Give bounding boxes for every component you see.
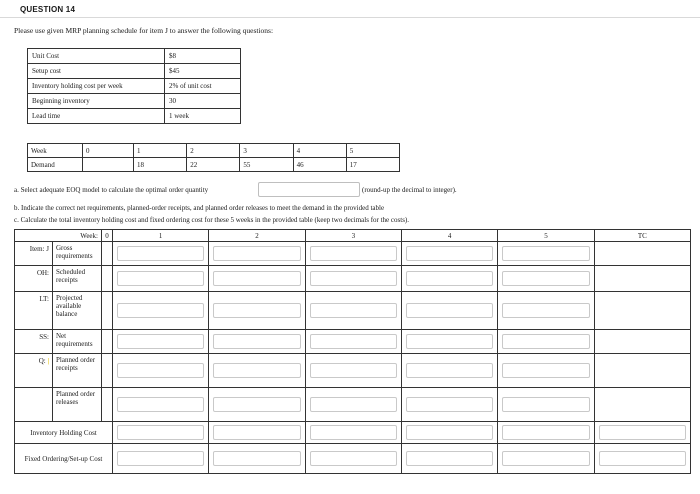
table-row <box>15 292 691 330</box>
answer-cell <box>305 354 401 388</box>
info-label: Unit Cost <box>28 49 165 64</box>
demand-cell: 18 <box>134 158 187 172</box>
tc-header-cell: TC <box>594 230 690 242</box>
answer-input[interactable] <box>310 246 397 261</box>
answer-cell <box>305 444 401 474</box>
eoq-answer-input[interactable] <box>258 182 360 197</box>
table-row <box>28 64 241 79</box>
info-label: Setup cost <box>28 64 165 79</box>
table-row <box>28 94 241 109</box>
info-label: Lead time <box>28 109 165 124</box>
question-a-text: a. Select adequate EOQ model to calculate the optimal order quantity <box>14 186 209 194</box>
answer-cell <box>305 292 401 330</box>
answer-input[interactable] <box>310 334 397 349</box>
week-cell: 2 <box>187 144 240 158</box>
week-header-cell: 3 <box>305 230 401 242</box>
answer-input[interactable] <box>117 425 204 440</box>
tc-cell <box>594 388 690 422</box>
table-row <box>15 422 691 444</box>
answer-input[interactable] <box>502 246 589 261</box>
answer-cell <box>498 388 594 422</box>
answer-input[interactable] <box>406 397 493 412</box>
table-row <box>15 388 691 422</box>
answer-cell <box>113 422 209 444</box>
info-value: 30 <box>165 94 241 109</box>
instruction-text: Please use given MRP planning schedule for item J to answer the following questions: <box>14 26 274 35</box>
q-label-text: Q: <box>38 357 46 365</box>
answer-cell <box>305 266 401 292</box>
answer-cell <box>498 444 594 474</box>
answer-input[interactable] <box>502 271 589 286</box>
tc-cell <box>594 330 690 354</box>
info-label: Inventory holding cost per week <box>28 79 165 94</box>
table-row <box>28 158 400 172</box>
answer-input[interactable] <box>213 451 300 466</box>
tc-cell <box>594 242 690 266</box>
answer-input[interactable] <box>502 397 589 412</box>
item-label: Item: J <box>15 242 53 266</box>
tc-cell <box>594 292 690 330</box>
table-row <box>15 354 691 388</box>
table-row <box>15 266 691 292</box>
mrp-table <box>14 229 691 474</box>
answer-input[interactable] <box>502 451 589 466</box>
week-header-label: Week: <box>15 230 102 242</box>
answer-input[interactable] <box>310 425 397 440</box>
answer-input[interactable] <box>310 363 397 378</box>
item-info-table <box>27 48 241 124</box>
table-row <box>15 444 691 474</box>
answer-input[interactable] <box>117 451 204 466</box>
info-value: 1 week <box>165 109 241 124</box>
answer-input[interactable] <box>310 451 397 466</box>
answer-cell <box>498 354 594 388</box>
answer-input[interactable] <box>213 246 300 261</box>
info-value: $8 <box>165 49 241 64</box>
fixed-ordering-cost-label: Fixed Ordering/Set-up Cost <box>15 444 113 474</box>
answer-cell <box>113 444 209 474</box>
table-row <box>28 109 241 124</box>
answer-input[interactable] <box>406 451 493 466</box>
answer-cell <box>401 266 497 292</box>
answer-cell <box>401 422 497 444</box>
answer-cell <box>401 292 497 330</box>
week0-cell <box>102 242 113 266</box>
answer-cell <box>401 354 497 388</box>
row-label-net-requirements: Net requirements <box>53 330 102 354</box>
tc-ordering-input[interactable] <box>599 451 686 466</box>
oh-label: OH: <box>15 266 53 292</box>
answer-input[interactable] <box>117 246 204 261</box>
answer-input[interactable] <box>117 334 204 349</box>
answer-cell <box>305 388 401 422</box>
answer-input[interactable] <box>213 363 300 378</box>
answer-input[interactable] <box>406 271 493 286</box>
tc-cell <box>594 354 690 388</box>
answer-input[interactable] <box>502 303 589 318</box>
week-header-cell: 0 <box>102 230 113 242</box>
answer-input[interactable] <box>213 271 300 286</box>
table-row <box>28 144 400 158</box>
answer-cell <box>113 330 209 354</box>
demand-label: Demand <box>28 158 83 172</box>
answer-cell <box>498 330 594 354</box>
answer-cell <box>401 444 497 474</box>
answer-cell <box>401 388 497 422</box>
answer-cell <box>209 354 305 388</box>
answer-cell <box>113 354 209 388</box>
mrp-header-row <box>15 230 691 242</box>
answer-cell <box>113 388 209 422</box>
question-b-text: b. Indicate the correct net requirements, planned-order receipts, and planned order releases to meet the demand in the provided table <box>14 204 385 212</box>
input-marker-icon: | <box>47 357 49 365</box>
answer-cell <box>209 292 305 330</box>
answer-input[interactable] <box>213 334 300 349</box>
week0-cell <box>102 266 113 292</box>
week0-cell <box>102 354 113 388</box>
demand-cell: 22 <box>187 158 240 172</box>
question-header <box>0 0 700 18</box>
answer-input[interactable] <box>310 303 397 318</box>
week-header-cell: 1 <box>113 230 209 242</box>
week-header-cell: 2 <box>209 230 305 242</box>
row-label-gross-requirements: Gross requirements <box>53 242 102 266</box>
answer-cell <box>209 444 305 474</box>
answer-input[interactable] <box>310 271 397 286</box>
tc-holding-input[interactable] <box>599 425 686 440</box>
answer-cell <box>305 330 401 354</box>
answer-input[interactable] <box>406 363 493 378</box>
ss-label: SS: <box>15 330 53 354</box>
info-label: Beginning inventory <box>28 94 165 109</box>
week-cell: 3 <box>240 144 293 158</box>
answer-cell <box>305 422 401 444</box>
answer-cell <box>209 388 305 422</box>
demand-cell <box>83 158 134 172</box>
answer-cell <box>209 422 305 444</box>
side-blank <box>15 388 53 422</box>
answer-input[interactable] <box>213 425 300 440</box>
answer-cell <box>401 242 497 266</box>
answer-cell <box>209 242 305 266</box>
answer-input[interactable] <box>117 363 204 378</box>
row-label-planned-order-receipts: Planned order receipts <box>53 354 102 388</box>
answer-cell <box>209 266 305 292</box>
week0-cell <box>102 292 113 330</box>
week-cell: 1 <box>134 144 187 158</box>
answer-input[interactable] <box>502 363 589 378</box>
answer-cell <box>498 242 594 266</box>
tc-answer-cell <box>594 422 690 444</box>
question-title: QUESTION 14 <box>20 5 76 14</box>
week0-cell <box>102 388 113 422</box>
question-c-text: c. Calculate the total inventory holding cost and fixed ordering cost for these 5 weeks in the provided table (keep two decimals for the costs). <box>14 216 409 224</box>
week-label: Week <box>28 144 83 158</box>
week-cell: 0 <box>83 144 134 158</box>
tc-answer-cell <box>594 444 690 474</box>
week-cell: 4 <box>293 144 346 158</box>
lt-label: LT: <box>15 292 53 330</box>
demand-cell: 17 <box>346 158 399 172</box>
demand-cell: 46 <box>293 158 346 172</box>
table-row <box>28 79 241 94</box>
demand-table <box>27 143 400 172</box>
answer-cell <box>498 266 594 292</box>
answer-input[interactable] <box>406 246 493 261</box>
q-label <box>15 354 53 388</box>
tc-cell <box>594 266 690 292</box>
inventory-holding-cost-label: Inventory Holding Cost <box>15 422 113 444</box>
answer-input[interactable] <box>406 334 493 349</box>
table-row <box>15 330 691 354</box>
week-header-cell: 4 <box>401 230 497 242</box>
answer-cell <box>498 422 594 444</box>
info-value: 2% of unit cost <box>165 79 241 94</box>
answer-input[interactable] <box>117 303 204 318</box>
answer-cell <box>113 292 209 330</box>
week-header-cell: 5 <box>498 230 594 242</box>
row-label-projected-available-balance: Projected available balance <box>53 292 102 330</box>
answer-input[interactable] <box>310 397 397 412</box>
row-label-planned-order-releases: Planned order releases <box>53 388 102 422</box>
answer-cell <box>498 292 594 330</box>
answer-input[interactable] <box>213 303 300 318</box>
answer-cell <box>113 242 209 266</box>
row-label-scheduled-receipts: Scheduled receipts <box>53 266 102 292</box>
answer-input[interactable] <box>213 397 300 412</box>
answer-input[interactable] <box>406 303 493 318</box>
answer-input[interactable] <box>502 425 589 440</box>
answer-input[interactable] <box>406 425 493 440</box>
answer-input[interactable] <box>117 397 204 412</box>
answer-cell <box>305 242 401 266</box>
answer-input[interactable] <box>502 334 589 349</box>
answer-cell <box>209 330 305 354</box>
week0-cell <box>102 330 113 354</box>
week-cell: 5 <box>346 144 399 158</box>
table-row <box>15 242 691 266</box>
info-value: $45 <box>165 64 241 79</box>
table-row <box>28 49 241 64</box>
question-a-suffix: (round-up the decimal to integer). <box>362 186 457 194</box>
answer-cell <box>113 266 209 292</box>
demand-cell: 55 <box>240 158 293 172</box>
answer-input[interactable] <box>117 271 204 286</box>
answer-cell <box>401 330 497 354</box>
